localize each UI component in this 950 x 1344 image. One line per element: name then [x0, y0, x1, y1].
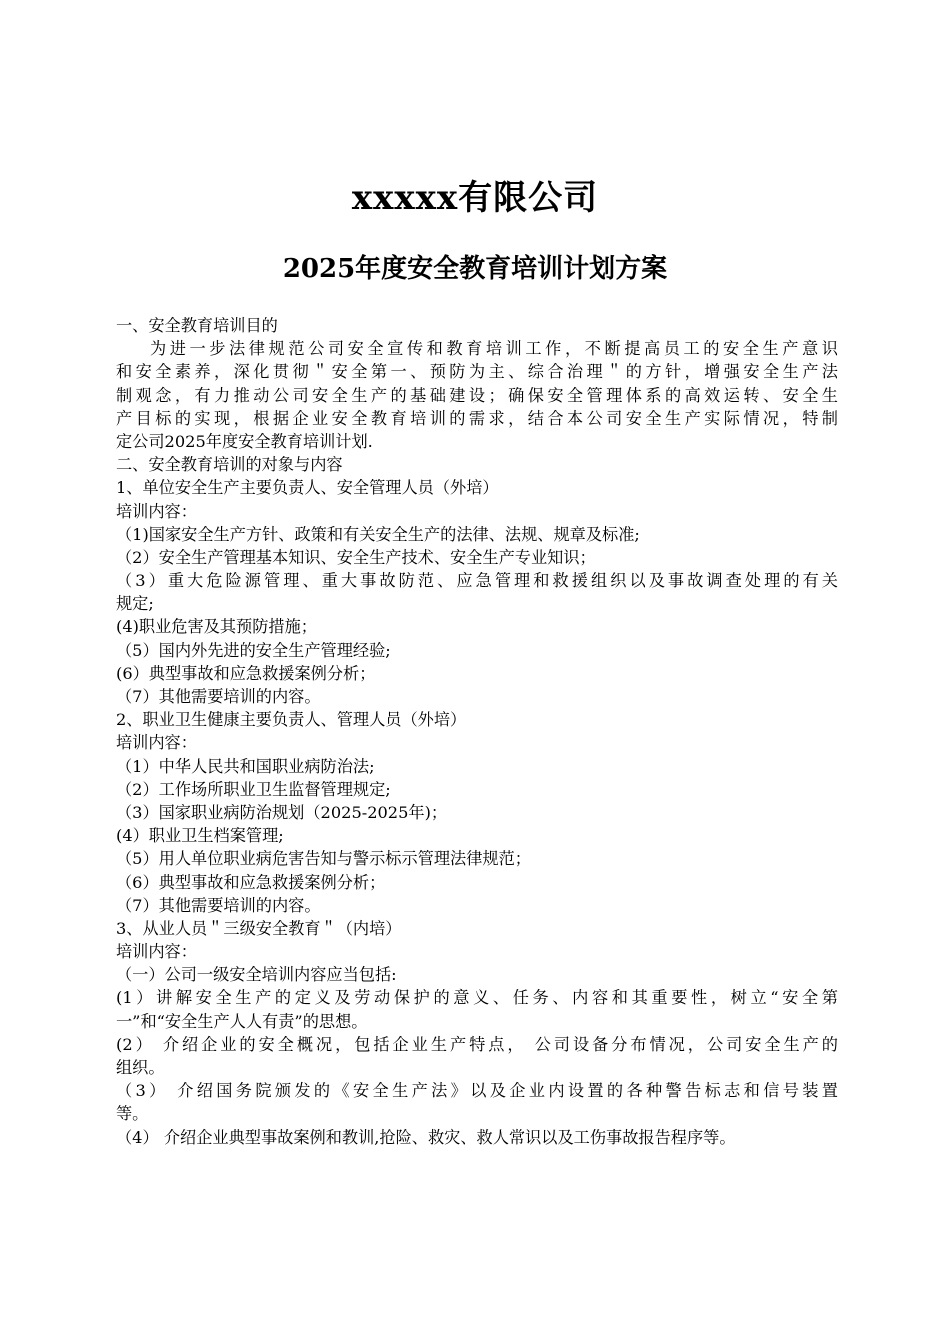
list-item: （2）工作场所职业卫生监督管理规定; [116, 779, 391, 799]
subsection-heading: 3、从业人员＂三级安全教育＂（内培） [116, 918, 402, 938]
list-item-continuation: 一”和“安全生产人人有责”的思想。 [116, 1011, 368, 1031]
training-content-label: 培训内容： [116, 501, 197, 521]
paragraph-line: 制观念，有力推动公司安全生产的基础建设；确保安全管理体系的高效运转、安全生 [116, 385, 838, 405]
list-item: (6）典型事故和应急救援案例分析； [116, 663, 376, 683]
paragraph-line: 定公司2025年度安全教育培训计划. [116, 431, 373, 451]
section-heading-objects: 二、安全教育培训的对象与内容 [116, 455, 343, 475]
list-item: （3）国家职业病防治规划（2025-2025年)； [116, 802, 448, 822]
list-item: （1）中华人民共和国职业病防治法; [116, 756, 375, 776]
list-item: (4)职业危害及其预防措施； [116, 617, 317, 637]
list-item: （5）国内外先进的安全生产管理经验; [116, 640, 391, 660]
list-item: (4）职业卫生档案管理; [116, 826, 284, 846]
paragraph-line: 为进一步法律规范公司安全宣传和教育培训工作，不断提高员工的安全生产意识 [150, 339, 838, 359]
section-heading-purpose: 一、安全教育培训目的 [116, 316, 278, 335]
training-content-label: 培训内容： [116, 942, 197, 962]
plan-title: 2025年度安全教育培训计划方案 [282, 254, 668, 284]
subsection-heading: 2、职业卫生健康主要负责人、管理人员（外培） [116, 710, 467, 730]
list-item: （7）其他需要培训的内容。 [116, 687, 321, 706]
list-item-continuation: 规定; [116, 594, 154, 614]
list-item-continuation: 组织。 [116, 1058, 165, 1077]
list-item: （3） 介绍国务院颁发的《安全生产法》以及企业内设置的各种警告标志和信号装置 [116, 1081, 838, 1101]
list-item: （7）其他需要培训的内容。 [116, 895, 321, 915]
paragraph-line: 和安全素养，深化贯彻＂安全第一、预防为主、综合治理＂的方针，增强安全生产法 [116, 362, 838, 382]
list-item: （2）安全生产管理基本知识、安全生产技术、安全生产专业知识； [116, 547, 596, 567]
training-content-label: 培训内容： [116, 733, 197, 753]
list-item: (1）讲解安全生产的定义及劳动保护的意义、任务、内容和其重要性，树立“安全第 [116, 988, 838, 1008]
company-title: xxxxx有限公司 [351, 178, 599, 218]
list-item: （6）典型事故和应急救援案例分析； [116, 872, 386, 892]
list-item: （3）重大危险源管理、重大事故防范、应急管理和救援组织以及事故调查处理的有关 [116, 571, 838, 591]
list-item: (2） 介绍企业的安全概况，包括企业生产特点， 公司设备分布情况，公司安全生产的 [116, 1034, 838, 1054]
list-item-continuation: 等。 [116, 1104, 149, 1124]
list-item: （4） 介绍企业典型事故案例和教训,抢险、救灾、救人常识以及工伤事故报告程序等。 [116, 1127, 736, 1147]
list-item: （5）用人单位职业病危害告知与警示标示管理法律规范； [116, 849, 531, 869]
document-body [116, 314, 838, 1149]
paragraph-line: 产目标的实现，根据企业安全教育培训的需求，结合本公司安全生产实际情况，特制 [116, 408, 838, 428]
subsection-heading: 1、单位安全生产主要负责人、安全管理人员（外培） [116, 478, 499, 498]
list-item: （一）公司一级安全培训内容应当包括: [116, 965, 397, 985]
list-item: （1)国家安全生产方针、政策和有关安全生产的法律、法规、规章及标准; [116, 524, 640, 544]
